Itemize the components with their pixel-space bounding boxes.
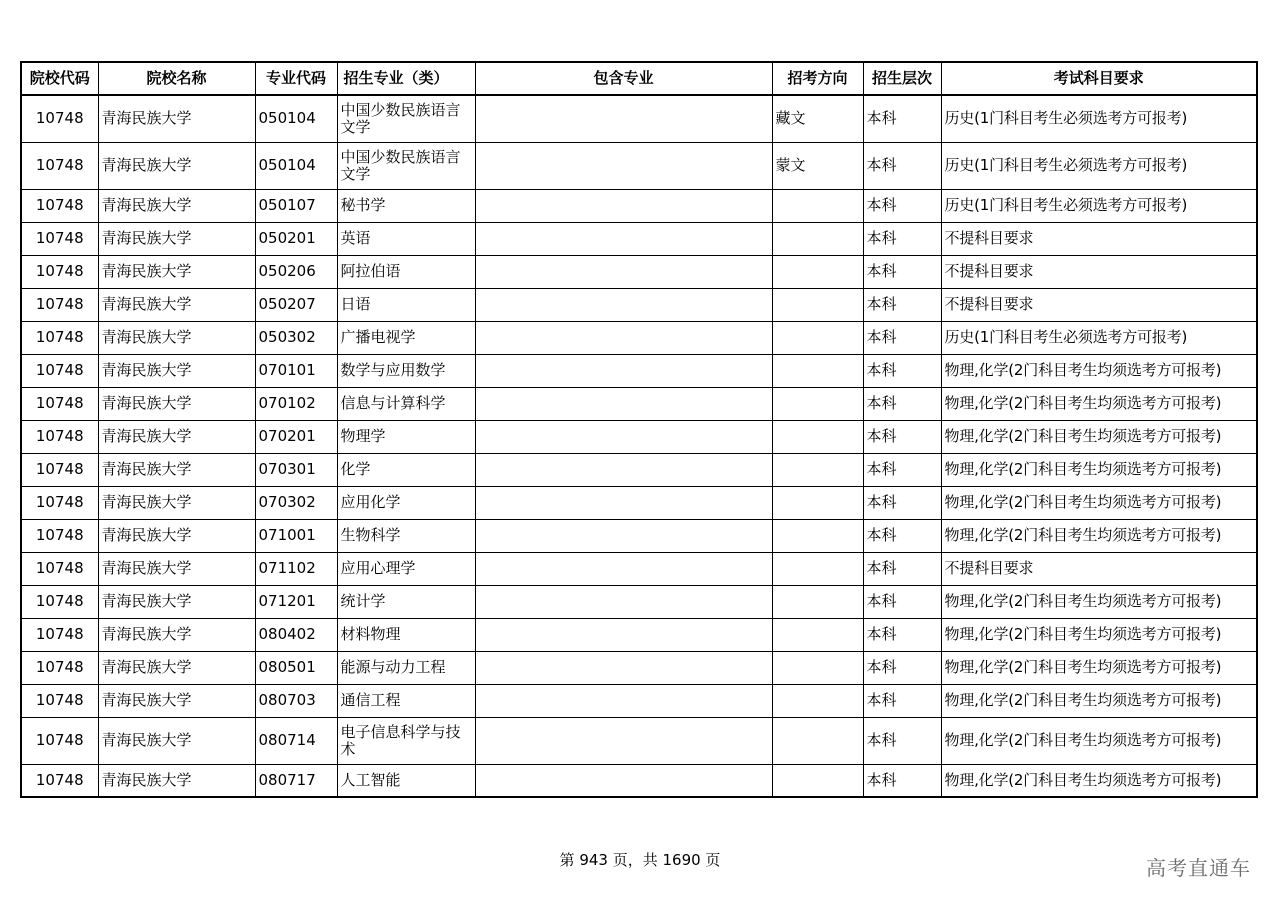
watermark-logo: 高考直通车: [1146, 856, 1251, 880]
cell-major-code: 071102: [255, 552, 337, 585]
cell-included-majors: [475, 321, 772, 354]
cell-school-code: 10748: [21, 142, 98, 189]
cell-direction: [772, 552, 863, 585]
cell-direction: [772, 486, 863, 519]
cell-direction: [772, 585, 863, 618]
table-row: [21, 618, 1257, 651]
cell-major-code: 050107: [255, 189, 337, 222]
cell-level: 本科: [863, 222, 941, 255]
page-number: 第 943 页，共 1690 页: [559, 851, 721, 869]
header-major: 招生专业（类）: [337, 62, 475, 95]
cell-major: 人工智能: [337, 764, 475, 797]
cell-included-majors: [475, 255, 772, 288]
cell-level: 本科: [863, 552, 941, 585]
cell-included-majors: [475, 486, 772, 519]
table-row: [21, 189, 1257, 222]
cell-major-code: 070101: [255, 354, 337, 387]
cell-level: 本科: [863, 354, 941, 387]
table-row: [21, 764, 1257, 797]
cell-subject-requirement: 物理,化学(2门科目考生均须选考方可报考): [941, 519, 1257, 552]
cell-major-code: 070201: [255, 420, 337, 453]
cell-level: 本科: [863, 519, 941, 552]
cell-subject-requirement: 物理,化学(2门科目考生均须选考方可报考): [941, 420, 1257, 453]
table-row: [21, 288, 1257, 321]
table-row: [21, 519, 1257, 552]
cell-level: 本科: [863, 764, 941, 797]
cell-school-name: 青海民族大学: [98, 142, 255, 189]
cell-major: 广播电视学: [337, 321, 475, 354]
table-row: [21, 255, 1257, 288]
cell-level: 本科: [863, 618, 941, 651]
cell-major-code: 080402: [255, 618, 337, 651]
table-row: [21, 486, 1257, 519]
cell-subject-requirement: 物理,化学(2门科目考生均须选考方可报考): [941, 585, 1257, 618]
cell-major: 阿拉伯语: [337, 255, 475, 288]
cell-subject-requirement: 物理,化学(2门科目考生均须选考方可报考): [941, 387, 1257, 420]
cell-level: 本科: [863, 651, 941, 684]
cell-school-name: 青海民族大学: [98, 717, 255, 764]
cell-subject-requirement: 不提科目要求: [941, 552, 1257, 585]
table-row: [21, 387, 1257, 420]
cell-included-majors: [475, 453, 772, 486]
cell-school-code: 10748: [21, 288, 98, 321]
cell-direction: [772, 717, 863, 764]
cell-included-majors: [475, 717, 772, 764]
cell-direction: [772, 618, 863, 651]
header-major-code: 专业代码: [255, 62, 337, 95]
cell-school-code: 10748: [21, 189, 98, 222]
cell-subject-requirement: 不提科目要求: [941, 288, 1257, 321]
cell-major: 应用心理学: [337, 552, 475, 585]
cell-direction: [772, 764, 863, 797]
cell-school-name: 青海民族大学: [98, 255, 255, 288]
cell-included-majors: [475, 651, 772, 684]
cell-school-name: 青海民族大学: [98, 618, 255, 651]
cell-subject-requirement: 历史(1门科目考生必须选考方可报考): [941, 95, 1257, 142]
cell-school-code: 10748: [21, 95, 98, 142]
cell-subject-requirement: 物理,化学(2门科目考生均须选考方可报考): [941, 717, 1257, 764]
cell-level: 本科: [863, 189, 941, 222]
cell-school-code: 10748: [21, 387, 98, 420]
cell-major: 日语: [337, 288, 475, 321]
table-row: [21, 651, 1257, 684]
cell-school-name: 青海民族大学: [98, 189, 255, 222]
cell-subject-requirement: 物理,化学(2门科目考生均须选考方可报考): [941, 684, 1257, 717]
cell-major-code: 070102: [255, 387, 337, 420]
cell-included-majors: [475, 552, 772, 585]
cell-school-name: 青海民族大学: [98, 552, 255, 585]
cell-included-majors: [475, 288, 772, 321]
cell-school-code: 10748: [21, 453, 98, 486]
cell-school-name: 青海民族大学: [98, 321, 255, 354]
cell-school-code: 10748: [21, 717, 98, 764]
cell-school-code: 10748: [21, 486, 98, 519]
cell-subject-requirement: 历史(1门科目考生必须选考方可报考): [941, 189, 1257, 222]
cell-major: 化学: [337, 453, 475, 486]
cell-major-code: 050207: [255, 288, 337, 321]
cell-subject-requirement: 不提科目要求: [941, 255, 1257, 288]
cell-major-code: 070301: [255, 453, 337, 486]
cell-subject-requirement: 历史(1门科目考生必须选考方可报考): [941, 142, 1257, 189]
cell-school-name: 青海民族大学: [98, 95, 255, 142]
cell-level: 本科: [863, 453, 941, 486]
cell-level: 本科: [863, 321, 941, 354]
cell-direction: [772, 288, 863, 321]
cell-included-majors: [475, 142, 772, 189]
cell-school-name: 青海民族大学: [98, 651, 255, 684]
cell-level: 本科: [863, 288, 941, 321]
header-school-name: 院校名称: [98, 62, 255, 95]
header-direction: 招考方向: [772, 62, 863, 95]
cell-major-code: 080717: [255, 764, 337, 797]
cell-subject-requirement: 物理,化学(2门科目考生均须选考方可报考): [941, 764, 1257, 797]
cell-school-code: 10748: [21, 651, 98, 684]
cell-included-majors: [475, 519, 772, 552]
cell-subject-requirement: 物理,化学(2门科目考生均须选考方可报考): [941, 354, 1257, 387]
cell-included-majors: [475, 420, 772, 453]
cell-school-name: 青海民族大学: [98, 486, 255, 519]
cell-level: 本科: [863, 717, 941, 764]
table-row: [21, 354, 1257, 387]
cell-school-name: 青海民族大学: [98, 519, 255, 552]
cell-direction: [772, 651, 863, 684]
header-row: [21, 62, 1257, 95]
cell-major-code: 080501: [255, 651, 337, 684]
cell-subject-requirement: 物理,化学(2门科目考生均须选考方可报考): [941, 651, 1257, 684]
table-row: [21, 585, 1257, 618]
cell-level: 本科: [863, 486, 941, 519]
cell-subject-requirement: 物理,化学(2门科目考生均须选考方可报考): [941, 618, 1257, 651]
table-row: [21, 321, 1257, 354]
table-row: [21, 684, 1257, 717]
cell-direction: [772, 354, 863, 387]
cell-major: 应用化学: [337, 486, 475, 519]
cell-school-code: 10748: [21, 519, 98, 552]
cell-direction: [772, 453, 863, 486]
cell-major-code: 050206: [255, 255, 337, 288]
cell-major-code: 050201: [255, 222, 337, 255]
table-row: [21, 420, 1257, 453]
header-included-majors: 包含专业: [475, 62, 772, 95]
cell-major: 能源与动力工程: [337, 651, 475, 684]
table-row: [21, 142, 1257, 189]
cell-major-code: 071001: [255, 519, 337, 552]
cell-major-code: 070302: [255, 486, 337, 519]
cell-subject-requirement: 物理,化学(2门科目考生均须选考方可报考): [941, 453, 1257, 486]
cell-included-majors: [475, 189, 772, 222]
cell-major: 中国少数民族语言文学: [337, 95, 475, 142]
cell-major: 生物科学: [337, 519, 475, 552]
cell-subject-requirement: 历史(1门科目考生必须选考方可报考): [941, 321, 1257, 354]
cell-included-majors: [475, 764, 772, 797]
cell-school-name: 青海民族大学: [98, 387, 255, 420]
cell-level: 本科: [863, 684, 941, 717]
cell-school-code: 10748: [21, 222, 98, 255]
cell-included-majors: [475, 585, 772, 618]
cell-direction: [772, 255, 863, 288]
admission-table: [20, 61, 1258, 798]
table-row: [21, 717, 1257, 764]
cell-major-code: 050104: [255, 95, 337, 142]
table-row: [21, 222, 1257, 255]
cell-direction: [772, 387, 863, 420]
cell-level: 本科: [863, 95, 941, 142]
cell-school-code: 10748: [21, 321, 98, 354]
cell-level: 本科: [863, 142, 941, 189]
cell-direction: [772, 684, 863, 717]
cell-included-majors: [475, 95, 772, 142]
cell-school-code: 10748: [21, 684, 98, 717]
cell-school-code: 10748: [21, 764, 98, 797]
cell-school-code: 10748: [21, 618, 98, 651]
header-subject-requirement: 考试科目要求: [941, 62, 1257, 95]
cell-major-code: 080703: [255, 684, 337, 717]
cell-school-name: 青海民族大学: [98, 420, 255, 453]
cell-direction: 藏文: [772, 95, 863, 142]
cell-school-code: 10748: [21, 585, 98, 618]
cell-level: 本科: [863, 585, 941, 618]
cell-major: 电子信息科学与技术: [337, 717, 475, 764]
cell-major-code: 071201: [255, 585, 337, 618]
table-row: [21, 453, 1257, 486]
cell-direction: [772, 189, 863, 222]
table-row: [21, 95, 1257, 142]
header-level: 招生层次: [863, 62, 941, 95]
cell-included-majors: [475, 222, 772, 255]
cell-included-majors: [475, 684, 772, 717]
cell-major: 通信工程: [337, 684, 475, 717]
cell-school-name: 青海民族大学: [98, 585, 255, 618]
cell-major: 信息与计算科学: [337, 387, 475, 420]
cell-major: 统计学: [337, 585, 475, 618]
cell-level: 本科: [863, 420, 941, 453]
cell-major: 材料物理: [337, 618, 475, 651]
table-body: [21, 95, 1257, 797]
cell-major: 物理学: [337, 420, 475, 453]
cell-school-name: 青海民族大学: [98, 764, 255, 797]
cell-direction: [772, 222, 863, 255]
cell-subject-requirement: 物理,化学(2门科目考生均须选考方可报考): [941, 486, 1257, 519]
cell-major: 英语: [337, 222, 475, 255]
cell-direction: [772, 321, 863, 354]
cell-school-name: 青海民族大学: [98, 453, 255, 486]
cell-major-code: 050302: [255, 321, 337, 354]
cell-included-majors: [475, 618, 772, 651]
table-row: [21, 552, 1257, 585]
cell-direction: [772, 519, 863, 552]
cell-major: 中国少数民族语言文学: [337, 142, 475, 189]
cell-school-code: 10748: [21, 354, 98, 387]
cell-school-code: 10748: [21, 255, 98, 288]
cell-major-code: 080714: [255, 717, 337, 764]
cell-included-majors: [475, 387, 772, 420]
cell-included-majors: [475, 354, 772, 387]
cell-school-code: 10748: [21, 420, 98, 453]
cell-school-name: 青海民族大学: [98, 684, 255, 717]
cell-major-code: 050104: [255, 142, 337, 189]
cell-major: 数学与应用数学: [337, 354, 475, 387]
cell-major: 秘书学: [337, 189, 475, 222]
cell-direction: [772, 420, 863, 453]
cell-level: 本科: [863, 255, 941, 288]
header-school-code: 院校代码: [21, 62, 98, 95]
cell-school-name: 青海民族大学: [98, 354, 255, 387]
cell-level: 本科: [863, 387, 941, 420]
cell-school-name: 青海民族大学: [98, 222, 255, 255]
cell-subject-requirement: 不提科目要求: [941, 222, 1257, 255]
cell-school-code: 10748: [21, 552, 98, 585]
cell-school-name: 青海民族大学: [98, 288, 255, 321]
cell-direction: 蒙文: [772, 142, 863, 189]
